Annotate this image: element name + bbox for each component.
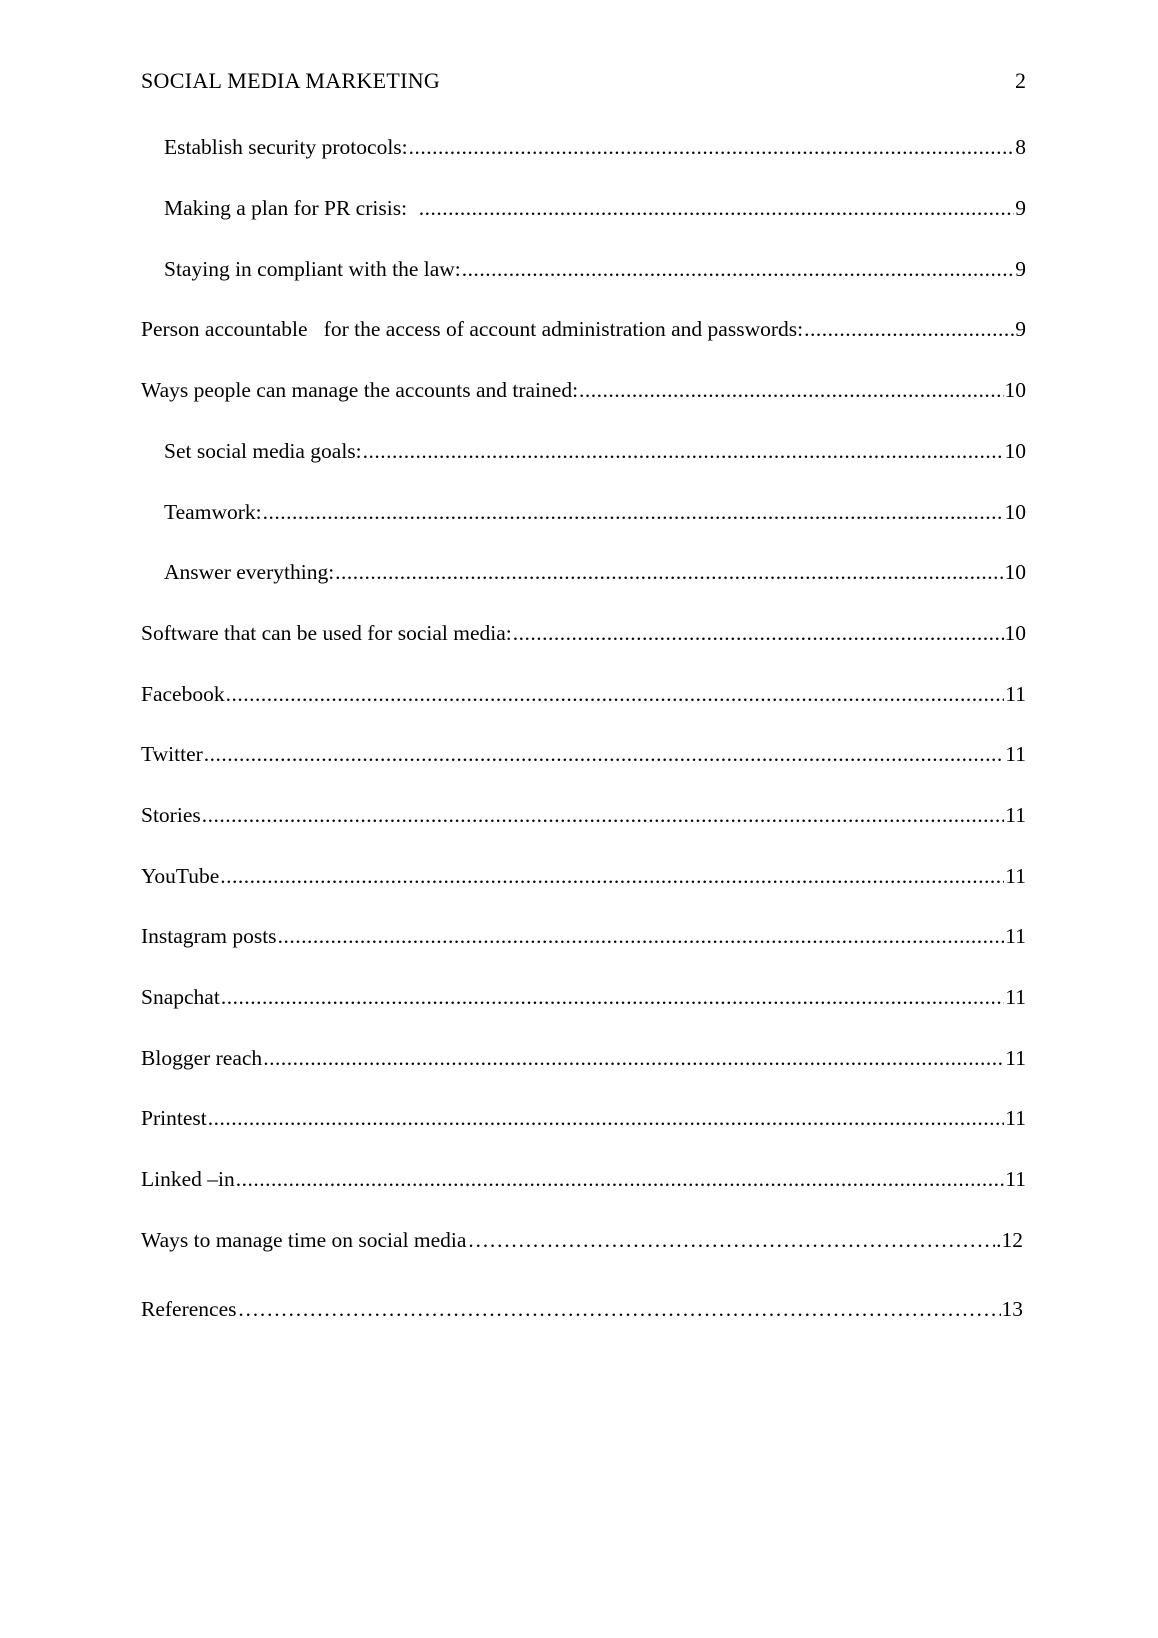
toc-entry-page: .12: [996, 1228, 1023, 1252]
toc-dot-leader: [204, 739, 1005, 769]
toc-entry-page: 11: [1005, 1046, 1026, 1070]
toc-entry-label: YouTube: [141, 864, 220, 888]
toc-entry-page: 11: [1005, 985, 1026, 1009]
toc-entry[interactable]: [164, 497, 1026, 527]
toc-dot-leader: [513, 618, 1004, 648]
toc-dot-leader: [220, 861, 1004, 891]
toc-entry[interactable]: [164, 193, 1026, 223]
toc-entry[interactable]: [164, 436, 1026, 466]
toc-entry[interactable]: [141, 618, 1026, 648]
toc-dot-leader: [263, 1043, 1004, 1073]
toc-entry-label: Person accountable for the access of account administration and passwords:: [141, 317, 804, 341]
toc-dot-leader: [226, 679, 1005, 709]
toc-ellipsis-leader: [238, 1294, 1001, 1324]
toc-entry[interactable]: [141, 861, 1026, 891]
toc-entry-page: 11: [1005, 1167, 1026, 1191]
toc-entry[interactable]: [141, 982, 1026, 1012]
toc-entry[interactable]: [141, 375, 1026, 405]
toc-entry-page: 13: [1001, 1297, 1023, 1321]
toc-entry-page: 8: [1015, 135, 1026, 159]
toc-entry[interactable]: [141, 679, 1026, 709]
toc-entry[interactable]: [141, 1043, 1026, 1073]
toc-entry-page: 10: [1004, 621, 1026, 645]
toc-entry-label: Making a plan for PR crisis:: [164, 196, 418, 220]
toc-entry-label: Software that can be used for social media:: [141, 621, 512, 645]
toc-dot-leader: [335, 557, 1003, 587]
toc-entry[interactable]: [141, 739, 1026, 769]
toc-entry-label: Set social media goals:: [164, 439, 362, 463]
toc-dot-leader: [462, 254, 1014, 284]
toc-dot-leader: [804, 314, 1014, 344]
toc-entry[interactable]: [164, 132, 1026, 162]
toc-dot-leader: [202, 800, 1005, 830]
toc-dot-leader: [278, 921, 1005, 951]
toc-entry[interactable]: [141, 1225, 1023, 1255]
toc-entry-label: Printest: [141, 1106, 207, 1130]
toc-entry-page: 9: [1015, 257, 1026, 281]
toc-entry-page: 11: [1005, 1106, 1026, 1130]
toc-dot-leader: [579, 375, 1003, 405]
toc-entry-label: Ways people can manage the accounts and trained:: [141, 378, 579, 402]
toc-entry-page: 9: [1015, 196, 1026, 220]
toc-entry[interactable]: [164, 254, 1026, 284]
toc-entry-label: Stories: [141, 803, 201, 827]
header-page-number: 2: [1015, 68, 1026, 93]
toc-entry-page: 10: [1004, 439, 1026, 463]
toc-entry-label: Blogger reach: [141, 1046, 263, 1070]
toc-entry[interactable]: [141, 1294, 1023, 1324]
toc-entry[interactable]: [164, 557, 1026, 587]
toc-entry-page: 11: [1005, 682, 1026, 706]
toc-dot-leader: [363, 436, 1004, 466]
toc-entry-label: Instagram posts: [141, 924, 277, 948]
toc-entry-page: 10: [1004, 560, 1026, 584]
toc-entry[interactable]: [141, 921, 1026, 951]
toc-dot-leader: [409, 132, 1015, 162]
toc-entry-label: Twitter: [141, 742, 203, 766]
toc-entry-label: Facebook: [141, 682, 225, 706]
toc-dot-leader: [263, 497, 1004, 527]
toc-entry-page: 10: [1004, 378, 1026, 402]
toc-entry-label: Answer everything:: [164, 560, 335, 584]
toc-entry-label: Ways to manage time on social media: [141, 1228, 467, 1252]
toc-entry-label: Snapchat: [141, 985, 220, 1009]
toc-dot-leader: [236, 1164, 1005, 1194]
toc-entry-label: Establish security protocols:: [164, 135, 408, 159]
toc-entry-page: 11: [1005, 742, 1026, 766]
toc-ellipsis-leader: [467, 1225, 995, 1255]
toc-entry[interactable]: [141, 1103, 1026, 1133]
toc-entry-label: References: [141, 1297, 237, 1321]
toc-entry[interactable]: [141, 800, 1026, 830]
toc-entry-page: 11: [1005, 803, 1026, 827]
header-title: SOCIAL MEDIA MARKETING: [141, 68, 441, 93]
toc-entry-page: 11: [1005, 924, 1026, 948]
toc-dot-leader: [419, 193, 1014, 223]
toc-entry-label: Linked –in: [141, 1167, 235, 1191]
toc-entry-page: 11: [1005, 864, 1026, 888]
toc-entry[interactable]: [141, 314, 1026, 344]
toc-entry-page: 9: [1015, 317, 1026, 341]
toc-dot-leader: [208, 1103, 1005, 1133]
toc-entry-label: Teamwork:: [164, 500, 262, 524]
toc-dot-leader: [221, 982, 1004, 1012]
toc-entry-page: 10: [1004, 500, 1026, 524]
toc-entry-label: Staying in compliant with the law:: [164, 257, 461, 281]
toc-entry[interactable]: [141, 1164, 1026, 1194]
